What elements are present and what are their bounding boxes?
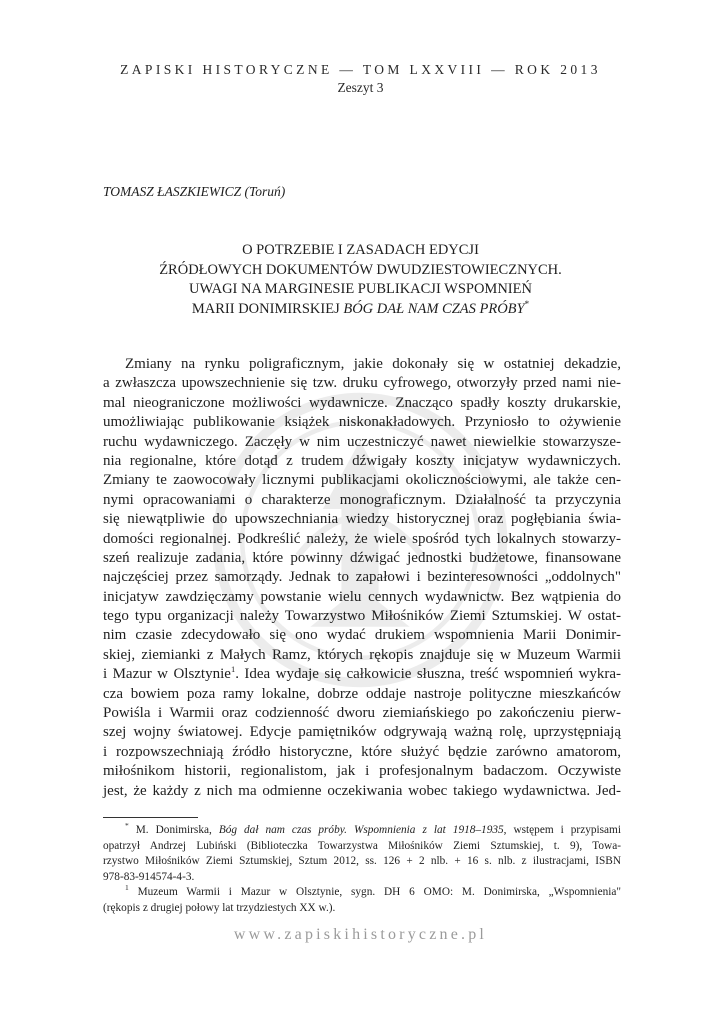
footnote-2-text: Muzeum Warmii i Mazur w Olsztynie, sygn. DH 6 OMO: M. Donimirska, „Wspomnienia": [128, 886, 621, 899]
body-line: Powiśla i Warmii oraz codzienność dworu ziemiańskiego po zakończeniu pierw-: [103, 705, 621, 722]
title-line-4: [100, 300, 621, 320]
body-line: inicjatyw zawdzięczamy powstanie wielu cennych wydawnictw. Bez wątpienia do: [103, 588, 621, 605]
footnote-2-line-1: [103, 885, 621, 901]
footnote-2-line-2: (rękopis z drugiej połowy lat trzydziestych XX w.).: [103, 901, 336, 914]
footnotes: [103, 823, 621, 917]
body-line: ruchu wydawniczego. Zaczęły w nim uczestniczyć nawet niewielkie stowarzysze-: [103, 433, 621, 450]
footnote-1-line-1: [103, 823, 621, 839]
body-line-17-post: . Idea wydaje się całkowicie słuszna, treść wspomnień wykra-: [235, 666, 622, 683]
footnote-2-mark: 1: [125, 883, 129, 893]
title-footnote-mark: *: [524, 298, 530, 309]
journal-header: ZAPISKI HISTORYCZNE — TOM LXXVIII — ROK 2013: [120, 62, 601, 77]
body-line: nymi opracowaniami o charakterze monograficznym. Działalność ta przyczynia: [103, 491, 621, 508]
footnote-ref-1[interactable]: 1: [230, 664, 236, 675]
body-line: tego typu organizacji należy Towarzystwo Miłośników Ziemi Sztumskiej. W ostat-: [103, 608, 621, 625]
body-line-with-footnote: [103, 665, 621, 684]
body-line: umożliwiając publikowanie książek niskonakładowych. Przyniosło to ożywienie: [103, 414, 621, 431]
author-name: TOMASZ ŁASZKIEWICZ (Toruń): [103, 184, 286, 199]
footnote-1-line-4: 978-83-914574-4-3.: [103, 870, 195, 883]
title-line-4-italic: BÓG DAŁ NAM CZAS PRÓBY: [343, 300, 525, 317]
footnote-1-line-3: rzystwo Miłośników Ziemi Sztumskiej, Sztum 2012, ss. 126 + 2 nlb. + 16 s. nlb. z ilustracjami, ISBN: [103, 855, 621, 868]
body-line: Zmiany te zaowocowały licznymi publikacjami okolicznościowymi, ale także cen-: [103, 472, 621, 489]
body-line: a zwłaszcza upowszechnienie się tzw. druku cyfrowego, otworzyły przed nami nie-: [103, 375, 621, 392]
article-body: [103, 355, 621, 801]
body-line-17-pre: i Mazur w Olsztynie: [103, 666, 231, 683]
body-line: domości regionalnej. Podkreślić należy, że wiele spośród tych lokalnych stowarzy-: [103, 530, 621, 547]
body-line: Zmiany na rynku poligraficznym, jakie dokonały się w ostatniej dekadzie,: [125, 356, 621, 372]
title-line-2: ŹRÓDŁOWYCH DOKUMENTÓW DWUDZIESTOWIECZNYCH.: [159, 261, 562, 278]
body-line: mal nieograniczone możliwości wydawnicze. Znacząco spadły koszty drukarskie,: [103, 394, 621, 411]
body-line: miłośnikom historii, regionalistom, jak i profesjonalnym badaczom. Oczywiste: [103, 763, 621, 780]
footnote-1-italic-title: Bóg dał nam czas próby. Wspomnienia z lat 1918–1935: [218, 824, 504, 836]
footnote-divider: [103, 817, 198, 818]
body-line: najczęściej przez samorządy. Jednak to zapałowi i bezinteresowności „oddolnych": [103, 569, 621, 586]
title-line-3: UWAGI NA MARGINESIE PUBLIKACJI WSPOMNIEŃ: [189, 281, 532, 297]
article-title: [100, 241, 621, 319]
issue-label: Zeszyt 3: [337, 80, 384, 95]
body-line: skiej, ziemianki z Małych Ramz, których rękopis znajduje się w Muzeum Warmii: [103, 646, 621, 663]
body-line: jest, że każdy z nich ma odmienne oczekiwania wobec takiego wydawnictwa. Jed-: [103, 782, 621, 799]
footnote-1-post: , wstępem i przypisami: [503, 824, 621, 836]
title-line-4-plain: MARII DONIMIRSKIEJ: [191, 300, 344, 317]
footnote-1-mark: *: [125, 821, 129, 831]
body-line: szeń realizuje zadania, które powinny dźwigać jednostki budżetowe, finansowane: [103, 549, 621, 566]
footnote-1-pre: M. Donimirska,: [128, 824, 219, 836]
body-line: nim czasie zdecydowało się ono wydać drukiem wspomnienia Marii Donimir-: [103, 627, 621, 644]
body-line: szej wojny światowej. Edycje pamiętników odgrywają ważną rolę, uprzystępniają: [103, 724, 621, 741]
website-url[interactable]: www.zapiskihistoryczne.pl: [233, 926, 488, 943]
body-line: się niewątpliwie do upowszechniania wiedzy historycznej oraz pogłębiania świa-: [103, 511, 621, 528]
body-line: i rozpowszechniają źródło historyczne, które służyć będzie zarówno amatorom,: [103, 743, 621, 760]
title-line-1: O POTRZEBIE I ZASADACH EDYCJI: [242, 242, 479, 258]
body-line: cza bowiem poza ramy lokalne, dobrze oddaje nastroje polityczne mieszkańców: [103, 685, 621, 702]
footnote-1-line-2: opatrzył Andrzej Lubiński (Biblioteczka Towarzystwa Miłośników Ziemi Sztumskiej, t. 9), Towa-: [103, 839, 621, 852]
body-line: nia regionalne, które dotąd z trudem dźwigały koszty inicjatyw wydawniczych.: [103, 452, 621, 469]
